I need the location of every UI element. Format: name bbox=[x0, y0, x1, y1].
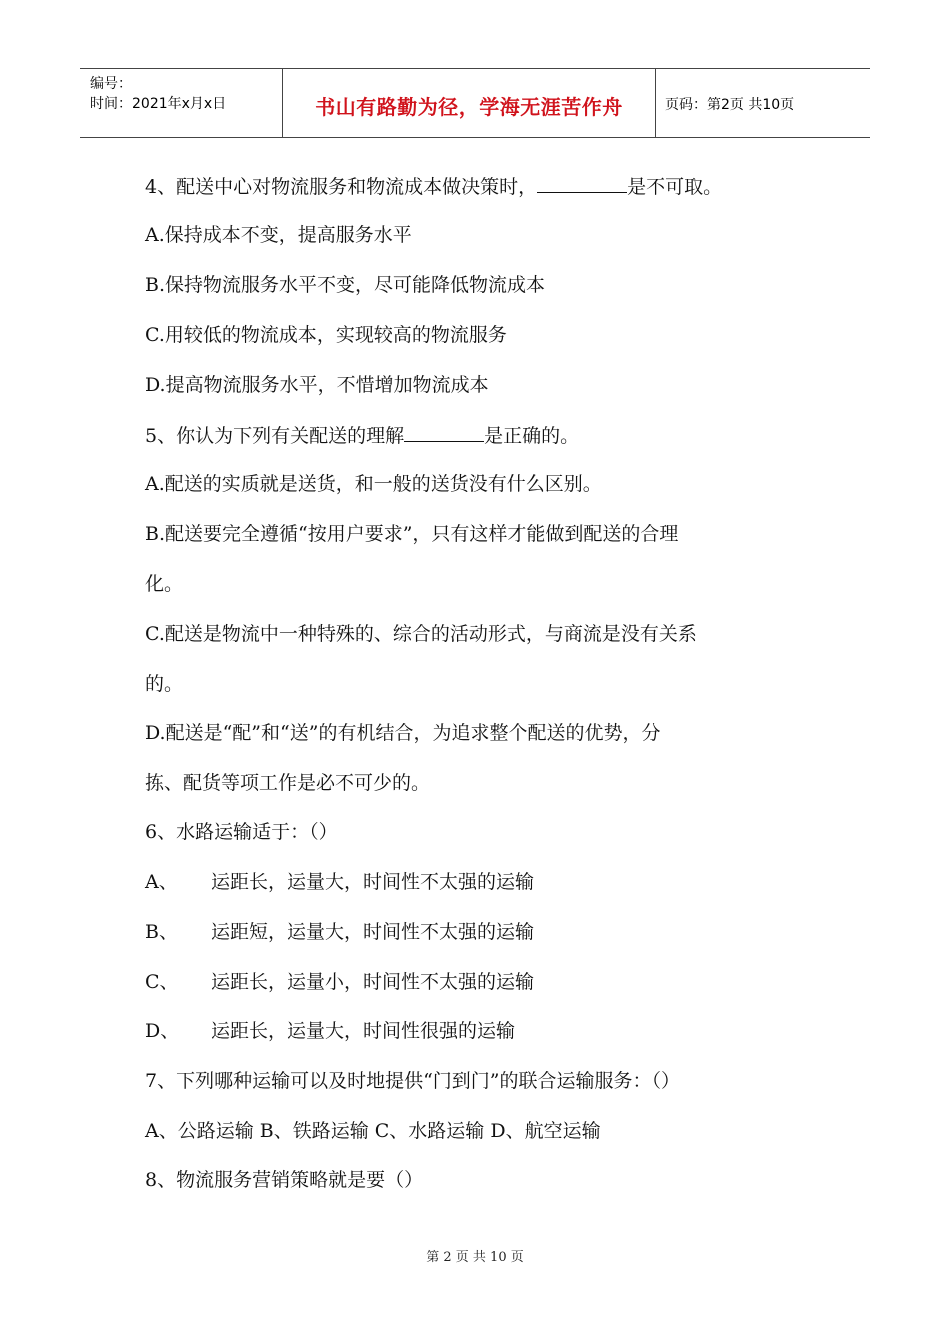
q5-option-b-line2: 化。 bbox=[145, 573, 184, 595]
q5-option-c-line2: 的。 bbox=[145, 673, 184, 695]
q6-option-b bbox=[145, 920, 534, 944]
q4-option-a: A.保持成本不变，提高服务水平 bbox=[145, 224, 412, 246]
header-page-cell bbox=[655, 69, 870, 137]
q6-option-a bbox=[145, 870, 534, 894]
q6-stem: 6、水路运输适于：（） bbox=[145, 821, 338, 843]
q5-option-b-line1: B.配送要完全遵循“按用户要求”，只有这样才能做到配送的合理 bbox=[145, 523, 679, 545]
q4-option-d: D.提高物流服务水平，不惜增加物流成本 bbox=[145, 374, 489, 396]
motto-text: 书山有路勤为径，学海无涯苦作舟 bbox=[315, 95, 623, 119]
page-info: 页码：第2页 共10页 bbox=[665, 97, 795, 113]
q4-stem-part1: 4、配送中心对物流服务和物流成本做决策时， bbox=[145, 176, 538, 198]
serial-label: 编号： bbox=[90, 76, 132, 92]
q5-option-a: A.配送的实质就是送货，和一般的送货没有什么区别。 bbox=[145, 473, 602, 495]
page-footer: 第 2 页 共 10 页 bbox=[426, 1250, 524, 1265]
q5-option-d-line1: D.配送是“配”和“送”的有机结合，为追求整个配送的优势，分 bbox=[145, 722, 661, 744]
q6-option-a-label: A、 bbox=[145, 871, 178, 893]
q4-option-c: C.用较低的物流成本，实现较高的物流服务 bbox=[145, 324, 507, 346]
q7-options: A、公路运输 B、铁路运输 C、水路运输 D、航空运输 bbox=[145, 1120, 601, 1142]
page-header bbox=[80, 68, 870, 138]
q4-stem bbox=[145, 174, 722, 199]
q4-stem-part2: 是不可取。 bbox=[627, 176, 723, 198]
q6-option-c-label: C、 bbox=[145, 971, 179, 993]
header-motto-cell bbox=[282, 69, 656, 137]
q5-option-c-line1: C.配送是物流中一种特殊的、综合的活动形式，与商流是没有关系 bbox=[145, 623, 697, 645]
q6-option-b-label: B、 bbox=[145, 921, 178, 943]
q6-option-a-text: 运距长，运量大，时间性不太强的运输 bbox=[211, 871, 535, 893]
header-meta-cell bbox=[80, 69, 282, 137]
time-label: 时间：2021年x月x日 bbox=[90, 96, 227, 112]
q6-option-c bbox=[145, 970, 534, 994]
q6-option-d-label: D、 bbox=[145, 1020, 180, 1042]
q7-stem: 7、下列哪种运输可以及时地提供“门到门”的联合运输服务：（） bbox=[145, 1070, 681, 1092]
q4-blank bbox=[537, 174, 627, 193]
q6-option-d bbox=[145, 1019, 515, 1043]
q5-stem-part2: 是正确的。 bbox=[484, 425, 580, 447]
q4-option-b: B.保持物流服务水平不变，尽可能降低物流成本 bbox=[145, 274, 546, 296]
q5-stem-part1: 5、你认为下列有关配送的理解 bbox=[145, 425, 405, 447]
q6-option-b-text: 运距短，运量大，时间性不太强的运输 bbox=[211, 921, 535, 943]
q8-stem: 8、物流服务营销策略就是要（） bbox=[145, 1169, 424, 1191]
q5-blank bbox=[404, 423, 484, 442]
q5-stem bbox=[145, 423, 579, 448]
q6-option-c-text: 运距长，运量小，时间性不太强的运输 bbox=[211, 971, 535, 993]
q6-option-d-text: 运距长，运量大，时间性很强的运输 bbox=[211, 1020, 516, 1042]
q5-option-d-line2: 拣、配货等项工作是必不可少的。 bbox=[145, 772, 431, 794]
